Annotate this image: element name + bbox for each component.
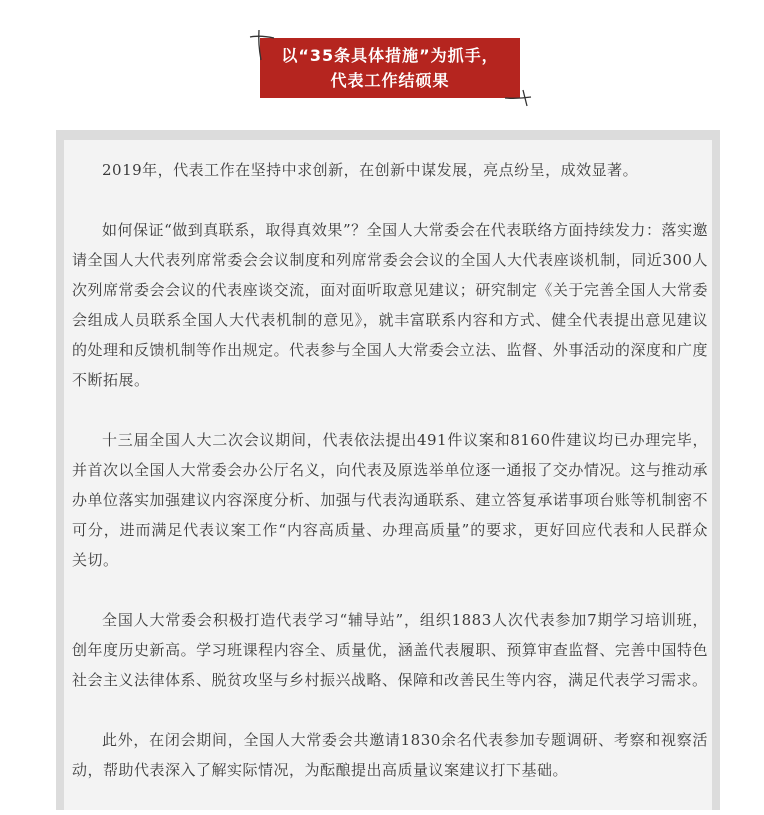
title-line-2: 代表工作结硕果: [330, 71, 450, 90]
article-title-banner: [260, 38, 520, 98]
corner-flourish-bottom-right-icon: [505, 90, 535, 110]
paragraph-1: 2019年，代表工作在坚持中求创新，在创新中谋发展，亮点纷呈，成效显著。: [102, 161, 639, 179]
corner-flourish-top-left-icon: [250, 28, 280, 62]
paragraph-2: 如何保证“做到真联系，取得真效果”？全国人大常委会在代表联络方面持续发力：落实邀请全国人大代表列席常委会会议制度和列席常委会会议的全国人大代表座谈机制，同近300人次列席常委会会议的代表座谈交流，面对面听取意见建议；研究制定《关于完善全国人大常委会组成人员联系全国人大代表机制的意见》，就丰富联系内容和方式、健全代表提出意见建议的处理和反馈机制等作出规定。代表参与全国人大常委会立法、监督、外事活动的深度和广度不断拓展。: [72, 221, 708, 389]
paragraph-3: 十三届全国人大二次会议期间，代表依法提出491件议案和8160件建议均已办理完毕，并首次以全国人大常委会办公厅名义，向代表及原选举单位逐一通报了交办情况。这与推动承办单位落实加强建议内容深度分析、加强与代表沟通联系、建立答复承诺事项台账等机制密不可分，进而满足代表议案工作“内容高质量、办理高质量”的要求，更好回应代表和人民群众关切。: [72, 431, 708, 569]
paragraph-5: 此外，在闭会期间，全国人大常委会共邀请1830余名代表参加专题调研、考察和视察活动，帮助代表深入了解实际情况，为酝酿提出高质量议案建议打下基础。: [72, 731, 708, 779]
title-line-1: 以“35条具体措施”为抓手，: [281, 46, 499, 65]
paragraph-4: 全国人大常委会积极打造代表学习“辅导站”，组织1883人次代表参加7期学习培训班，创年度历史新高。学习班课程内容全、质量优，涵盖代表履职、预算审查监督、完善中国特色社会主义法律体系、脱贫攻坚与乡村振兴战略、保障和改善民生等内容，满足代表学习需求。: [72, 611, 708, 689]
article-body: [72, 155, 708, 815]
